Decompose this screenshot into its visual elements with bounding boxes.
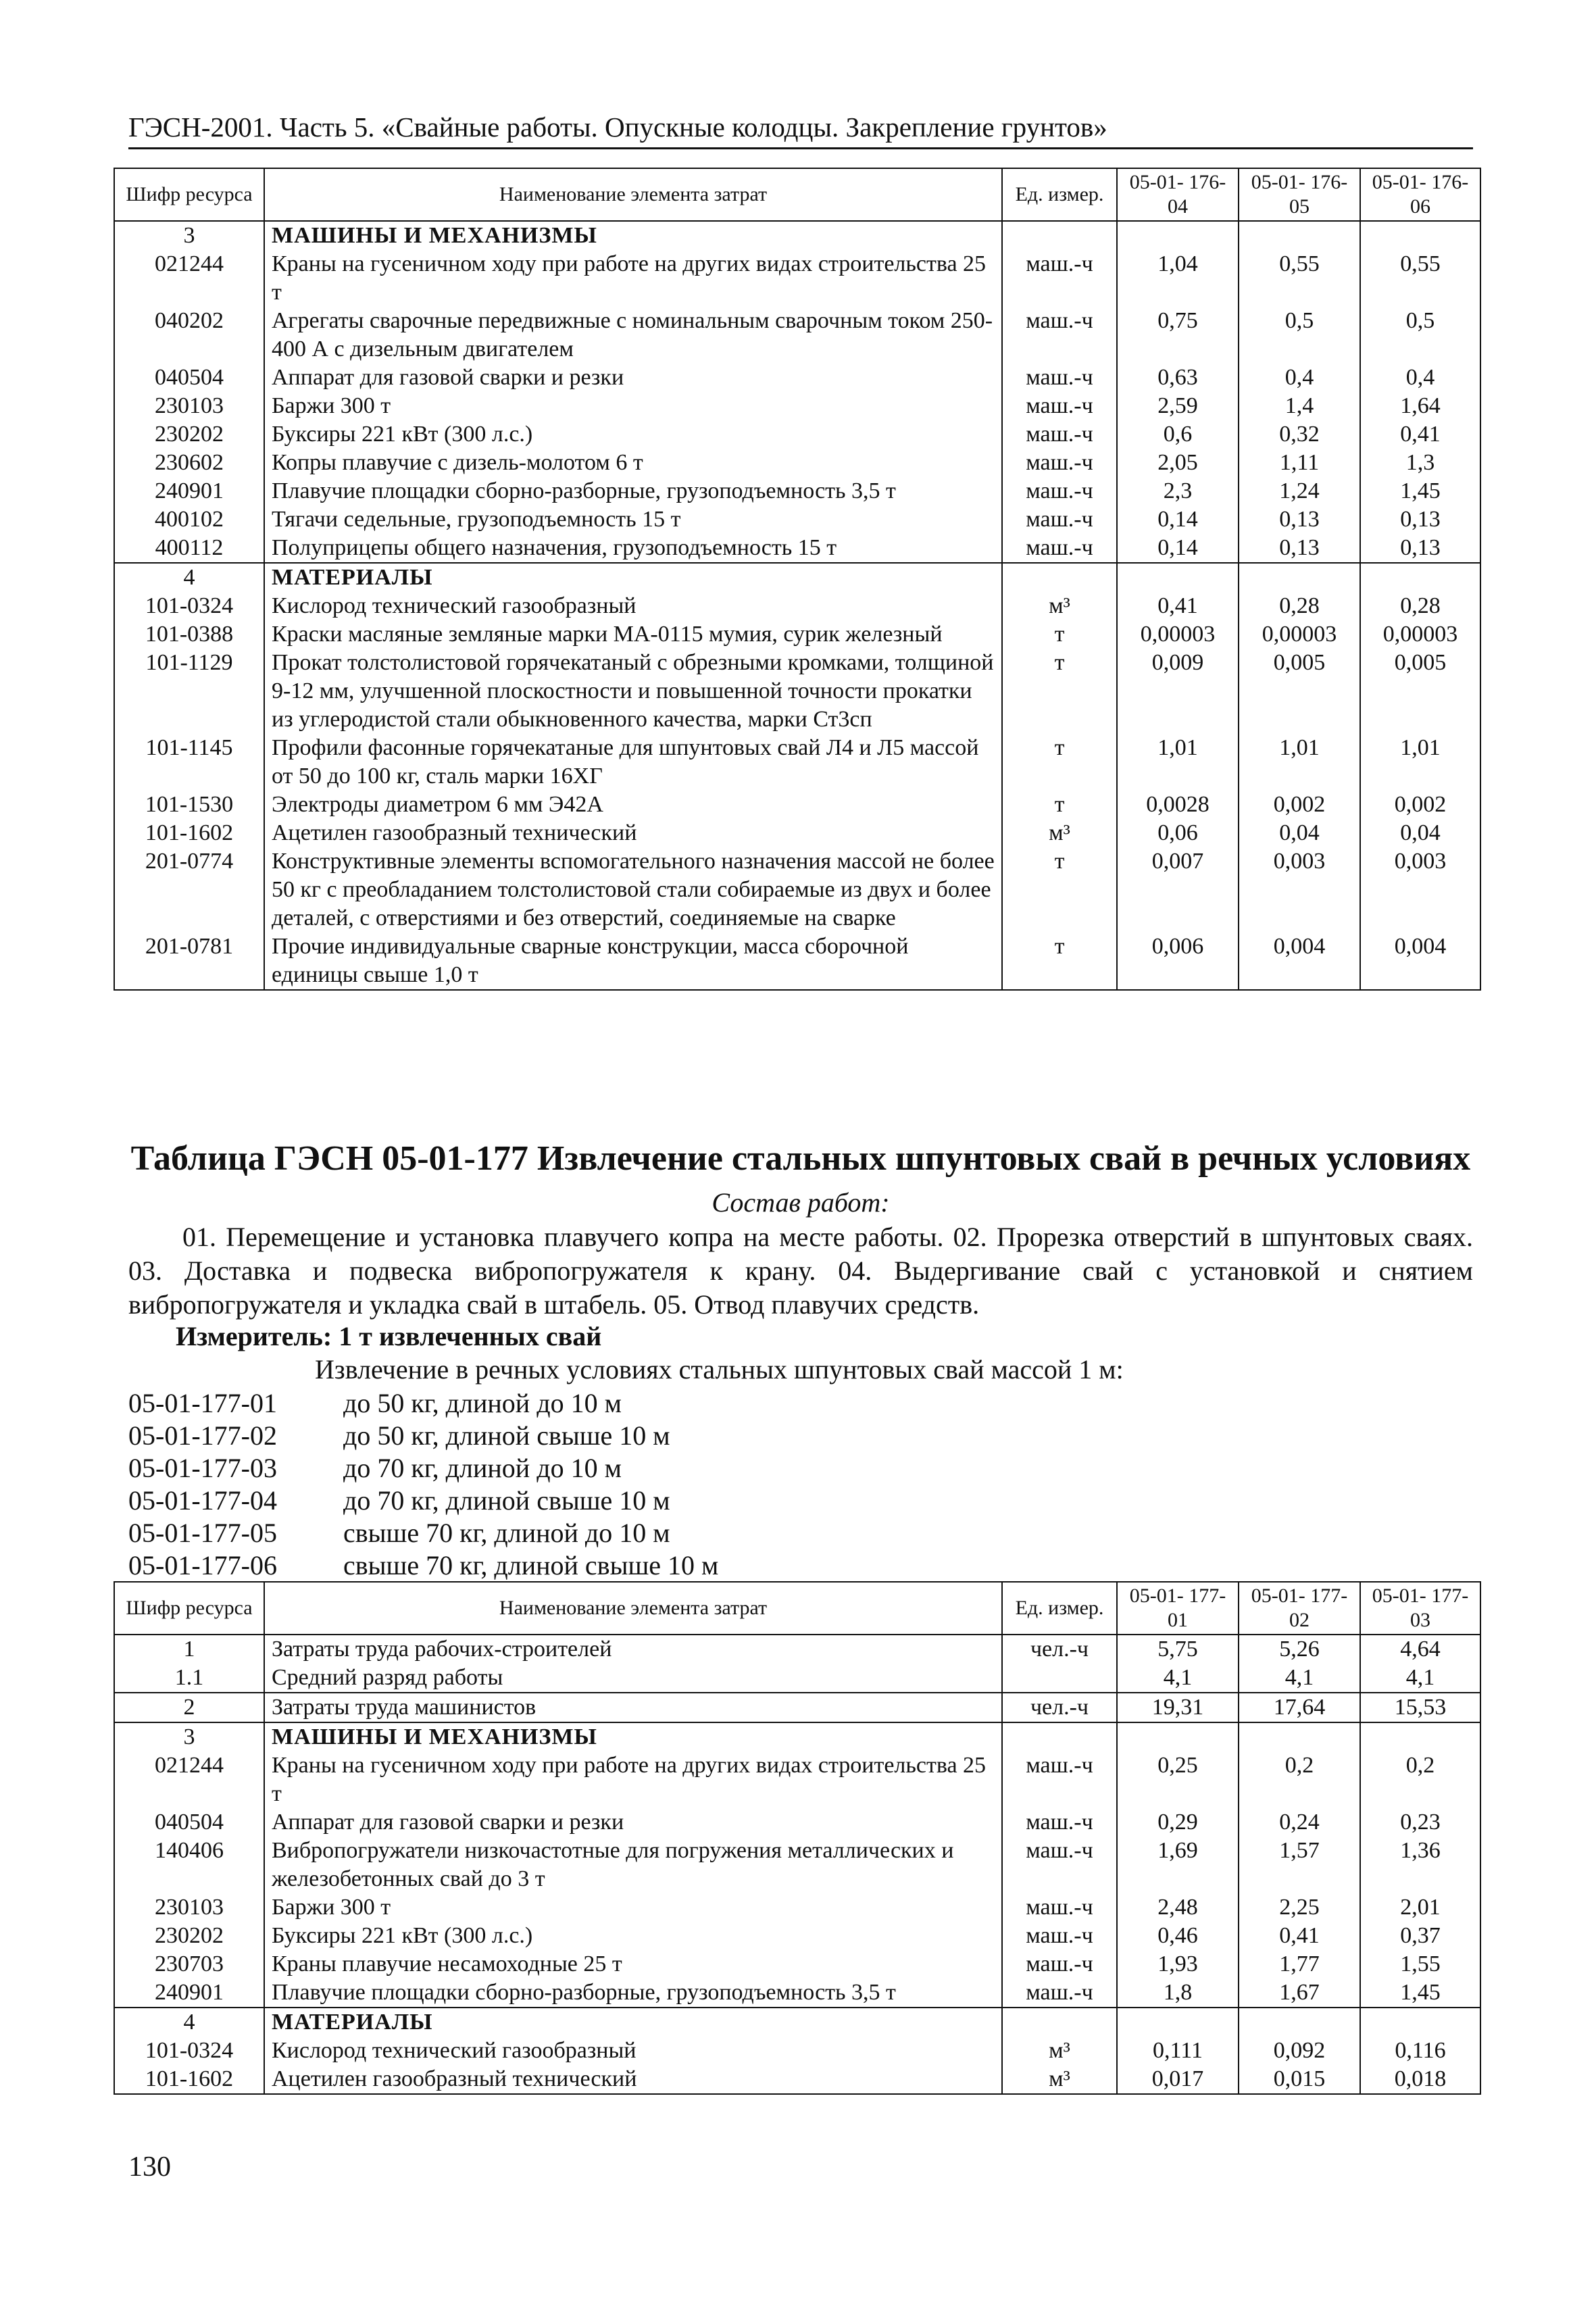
cell-value: 0,6: [1117, 420, 1239, 449]
table-row: [114, 1922, 1480, 1950]
header-col2: 05-01- 176-05: [1239, 168, 1360, 221]
cell-value: 0,2: [1360, 1751, 1480, 1808]
table-row: [114, 2037, 1480, 2065]
cell-code: 101-0388: [114, 620, 264, 649]
cell-code: 400112: [114, 534, 264, 563]
cell-value: 0,4: [1239, 364, 1360, 392]
cell-name: Средний разряд работы: [264, 1664, 1002, 1693]
cell-value: 0,5: [1239, 307, 1360, 364]
table-row: [114, 534, 1480, 563]
cell-value: 2,25: [1239, 1893, 1360, 1922]
table-row: [114, 649, 1480, 734]
cell-unit: маш.-ч: [1002, 505, 1117, 534]
header-code: Шифр ресурса: [114, 168, 264, 221]
cell-name: Электроды диаметром 6 мм Э42А: [264, 791, 1002, 819]
composition-title: Состав работ:: [712, 1187, 890, 1218]
table-row: [114, 221, 1480, 250]
variant-item: [128, 1387, 622, 1420]
cell-name: Затраты труда машинистов: [264, 1693, 1002, 1722]
cell-code: 021244: [114, 250, 264, 307]
cell-value: 0,2: [1239, 1751, 1360, 1808]
table-row: [114, 250, 1480, 307]
cell-value: 5,75: [1117, 1635, 1239, 1664]
cell-code: 230202: [114, 1922, 264, 1950]
cell-code: 3: [114, 221, 264, 250]
cell-value: 2,01: [1360, 1893, 1480, 1922]
cell-unit: маш.-ч: [1002, 1837, 1117, 1893]
cell-unit: м³: [1002, 592, 1117, 620]
cell-name: Прокат толстолистовой горячекатаный с обрезными кромками, толщиной 9-12 мм, улучшенной плоскостности и повышенной точности прокатки из углеродистой стали обыкновенного качества, марки Ст3сп: [264, 649, 1002, 734]
table-row: [114, 2008, 1480, 2037]
cell-code: 4: [114, 2008, 264, 2037]
cell-unit: т: [1002, 620, 1117, 649]
table-row: [114, 449, 1480, 477]
cell-code: 140406: [114, 1837, 264, 1893]
cell-unit: маш.-ч: [1002, 392, 1117, 420]
cell-unit: м³: [1002, 2037, 1117, 2065]
cell-value: 0,06: [1117, 819, 1239, 847]
cell-code: 4: [114, 563, 264, 592]
cell-value: 1,8: [1117, 1978, 1239, 2008]
header-col1: 05-01- 176-04: [1117, 168, 1239, 221]
cell-unit: маш.-ч: [1002, 364, 1117, 392]
header-code: Шифр ресурса: [114, 1582, 264, 1635]
cell-value: 0,003: [1360, 847, 1480, 932]
cell-name: Полуприцепы общего назначения, грузоподъемность 15 т: [264, 534, 1002, 563]
cell-value: 0,006: [1117, 932, 1239, 990]
cell-unit: [1002, 1722, 1117, 1751]
header-col1: 05-01- 177-01: [1117, 1582, 1239, 1635]
meter-label: Измеритель: 1 т извлеченных свай: [176, 1321, 602, 1351]
cell-unit: [1002, 1664, 1117, 1693]
cell-value: 0,13: [1360, 505, 1480, 534]
cell-value: 1,11: [1239, 449, 1360, 477]
cell-name: Тягачи седельные, грузоподъемность 15 т: [264, 505, 1002, 534]
cell-value: 1,67: [1239, 1978, 1360, 2008]
cell-unit: [1002, 221, 1117, 250]
cell-unit: т: [1002, 847, 1117, 932]
cell-code: 230202: [114, 420, 264, 449]
cell-value: 0,04: [1239, 819, 1360, 847]
cell-value: 4,1: [1360, 1664, 1480, 1693]
composition-text: 01. Перемещение и установка плавучего копра на месте работы. 02. Прорезка отверстий в шпунтовых сваях. 03. Доставка и подвеска вибропогружателя к крану. 04. Выдергивание свай с установкой и снятием вибропогружателя и укладка свай в штабель. 05. Отвод плавучих средств.: [128, 1222, 1473, 1320]
section-heading: МАТЕРИАЛЫ: [264, 2008, 1002, 2037]
cell-unit: м³: [1002, 2065, 1117, 2094]
cell-name: Копры плавучие с дизель-молотом 6 т: [264, 449, 1002, 477]
cell-unit: [1002, 563, 1117, 592]
cell-name: Буксиры 221 кВт (300 л.с.): [264, 420, 1002, 449]
cell-value: 5,26: [1239, 1635, 1360, 1664]
cell-name: Кислород технический газообразный: [264, 592, 1002, 620]
cell-unit: т: [1002, 932, 1117, 990]
cell-value: 1,04: [1117, 250, 1239, 307]
cell-value: 0,015: [1239, 2065, 1360, 2094]
cell-value: 1,4: [1239, 392, 1360, 420]
cell-value: [1360, 2008, 1480, 2037]
cell-value: 15,53: [1360, 1693, 1480, 1722]
variants-intro: Извлечение в речных условиях стальных шпунтовых свай массой 1 м:: [315, 1354, 1124, 1385]
cell-code: 040202: [114, 307, 264, 364]
cell-value: 0,55: [1360, 250, 1480, 307]
table-row: [114, 1837, 1480, 1893]
variant-text: свыше 70 кг, длиной до 10 м: [343, 1518, 670, 1548]
cell-value: [1117, 221, 1239, 250]
variant-item: [128, 1516, 670, 1550]
variant-code: 05-01-177-03: [128, 1453, 277, 1483]
variant-item: [128, 1419, 670, 1453]
cell-code: 240901: [114, 477, 264, 505]
header-name: Наименование элемента затрат: [264, 1582, 1002, 1635]
cell-value: 0,37: [1360, 1922, 1480, 1950]
table-row: [114, 477, 1480, 505]
cell-value: 0,29: [1117, 1808, 1239, 1837]
cell-code: 101-1602: [114, 819, 264, 847]
variant-code: 05-01-177-04: [128, 1485, 277, 1516]
table-row: [114, 791, 1480, 819]
cell-value: 0,55: [1239, 250, 1360, 307]
cell-unit: маш.-ч: [1002, 420, 1117, 449]
table-header-row: [114, 1582, 1480, 1635]
cell-unit: маш.-ч: [1002, 1893, 1117, 1922]
cell-code: 101-0324: [114, 2037, 264, 2065]
cell-value: 2,48: [1117, 1893, 1239, 1922]
cell-code: 021244: [114, 1751, 264, 1808]
cell-name: Конструктивные элементы вспомогательного назначения массой не более 50 кг с преобладанием толстолистовой стали собираемые из двух и более деталей, с отверстиями и без отверстий, соединяемые на сварке: [264, 847, 1002, 932]
cell-value: 0,24: [1239, 1808, 1360, 1837]
cell-value: 0,005: [1239, 649, 1360, 734]
cell-unit: маш.-ч: [1002, 1950, 1117, 1978]
cell-code: 3: [114, 1722, 264, 1751]
cell-name: Краны на гусеничном ходу при работе на других видах строительства 25 т: [264, 1751, 1002, 1808]
table-row: [114, 307, 1480, 364]
cell-value: 0,002: [1360, 791, 1480, 819]
table-row: [114, 1751, 1480, 1808]
cell-name: Прочие индивидуальные сварные конструкции, масса сборочной единицы свыше 1,0 т: [264, 932, 1002, 990]
cell-value: [1117, 1722, 1239, 1751]
cell-value: 0,007: [1117, 847, 1239, 932]
table-row: [114, 620, 1480, 649]
cell-value: 0,28: [1239, 592, 1360, 620]
cell-value: 0,017: [1117, 2065, 1239, 2094]
cell-value: 0,41: [1117, 592, 1239, 620]
cell-value: 0,14: [1117, 505, 1239, 534]
cell-value: 1,77: [1239, 1950, 1360, 1978]
table-row: [114, 819, 1480, 847]
cell-name: Затраты труда рабочих-строителей: [264, 1635, 1002, 1664]
cell-unit: т: [1002, 734, 1117, 791]
cell-value: [1360, 221, 1480, 250]
cell-value: [1117, 563, 1239, 592]
cell-value: 1,01: [1360, 734, 1480, 791]
cell-value: 0,111: [1117, 2037, 1239, 2065]
cell-value: [1117, 2008, 1239, 2037]
cell-value: [1239, 563, 1360, 592]
cell-value: 0,003: [1239, 847, 1360, 932]
cell-name: Вибропогружатели низкочастотные для погружения металлических и железобетонных свай до 3 т: [264, 1837, 1002, 1893]
header-col3: 05-01- 176-06: [1360, 168, 1480, 221]
cell-unit: маш.-ч: [1002, 477, 1117, 505]
cell-value: [1239, 221, 1360, 250]
cell-code: 040504: [114, 364, 264, 392]
table-row: [114, 1950, 1480, 1978]
cell-value: 1,01: [1239, 734, 1360, 791]
cell-value: 17,64: [1239, 1693, 1360, 1722]
cell-name: Буксиры 221 кВт (300 л.с.): [264, 1922, 1002, 1950]
variant-text: до 50 кг, длиной до 10 м: [343, 1388, 622, 1418]
cell-value: 1,45: [1360, 1978, 1480, 2008]
table-row: [114, 847, 1480, 932]
table-row: [114, 932, 1480, 990]
cost-table-176: [114, 168, 1481, 991]
running-header: ГЭСН-2001. Часть 5. «Свайные работы. Опускные колодцы. Закрепление грунтов»: [128, 108, 1473, 149]
variant-code: 05-01-177-05: [128, 1518, 277, 1548]
cell-value: 0,32: [1239, 420, 1360, 449]
variant-text: до 70 кг, длиной до 10 м: [343, 1453, 622, 1483]
cell-name: Кислород технический газообразный: [264, 2037, 1002, 2065]
cell-value: 2,59: [1117, 392, 1239, 420]
cell-value: 1,55: [1360, 1950, 1480, 1978]
table-row: [114, 505, 1480, 534]
variant-item: [128, 1549, 718, 1583]
cell-code: 101-1129: [114, 649, 264, 734]
table-row: [114, 420, 1480, 449]
cell-code: 230602: [114, 449, 264, 477]
cell-value: 0,75: [1117, 307, 1239, 364]
cell-value: 0,13: [1239, 534, 1360, 563]
section-heading: МАШИНЫ И МЕХАНИЗМЫ: [264, 221, 1002, 250]
cell-name: Плавучие площадки сборно-разборные, грузоподъемность 3,5 т: [264, 1978, 1002, 2008]
cell-code: 101-1530: [114, 791, 264, 819]
cell-unit: маш.-ч: [1002, 307, 1117, 364]
cell-code: 040504: [114, 1808, 264, 1837]
cell-code: 101-1602: [114, 2065, 264, 2094]
cell-value: [1360, 1722, 1480, 1751]
cell-value: 0,04: [1360, 819, 1480, 847]
table-header-row: [114, 168, 1480, 221]
cell-name: Ацетилен газообразный технический: [264, 819, 1002, 847]
table-row: [114, 364, 1480, 392]
cell-name: Баржи 300 т: [264, 1893, 1002, 1922]
cell-value: 4,64: [1360, 1635, 1480, 1664]
cell-value: 1,01: [1117, 734, 1239, 791]
cell-value: 0,009: [1117, 649, 1239, 734]
table-title: Таблица ГЭСН 05-01-177 Извлечение стальных шпунтовых свай в речных условиях: [130, 1139, 1471, 1178]
cell-value: 1,69: [1117, 1837, 1239, 1893]
cell-name: Аппарат для газовой сварки и резки: [264, 1808, 1002, 1837]
cell-value: 1,3: [1360, 449, 1480, 477]
cell-value: 0,00003: [1239, 620, 1360, 649]
cell-unit: маш.-ч: [1002, 1922, 1117, 1950]
cell-value: 0,116: [1360, 2037, 1480, 2065]
cell-unit: чел.-ч: [1002, 1693, 1117, 1722]
section-heading: МАШИНЫ И МЕХАНИЗМЫ: [264, 1722, 1002, 1751]
variant-code: 05-01-177-02: [128, 1420, 277, 1451]
cell-unit: м³: [1002, 819, 1117, 847]
cell-code: 2: [114, 1693, 264, 1722]
cell-unit: маш.-ч: [1002, 250, 1117, 307]
table-row: [114, 1722, 1480, 1751]
cell-value: 1,24: [1239, 477, 1360, 505]
cell-name: Краны плавучие несамоходные 25 т: [264, 1950, 1002, 1978]
cell-value: 0,46: [1117, 1922, 1239, 1950]
cell-value: 0,23: [1360, 1808, 1480, 1837]
cell-name: Краны на гусеничном ходу при работе на других видах строительства 25 т: [264, 250, 1002, 307]
cell-value: 1,64: [1360, 392, 1480, 420]
table-row: [114, 563, 1480, 592]
cell-value: 0,5: [1360, 307, 1480, 364]
cell-code: 101-1145: [114, 734, 264, 791]
cell-name: Агрегаты сварочные передвижные с номинальным сварочным током 250-400 А с дизельным двигателем: [264, 307, 1002, 364]
cell-unit: маш.-ч: [1002, 1808, 1117, 1837]
header-col3: 05-01- 177-03: [1360, 1582, 1480, 1635]
cell-unit: т: [1002, 649, 1117, 734]
cell-name: Баржи 300 т: [264, 392, 1002, 420]
variant-text: до 50 кг, длиной свыше 10 м: [343, 1420, 670, 1451]
table-row: [114, 2065, 1480, 2094]
cell-value: 19,31: [1117, 1693, 1239, 1722]
cell-value: 0,00003: [1117, 620, 1239, 649]
cell-value: 1,45: [1360, 477, 1480, 505]
cell-value: 0,63: [1117, 364, 1239, 392]
header-col2: 05-01- 177-02: [1239, 1582, 1360, 1635]
cell-unit: т: [1002, 791, 1117, 819]
header-unit: Ед. измер.: [1002, 1582, 1117, 1635]
cell-code: 230103: [114, 1893, 264, 1922]
table-row: [114, 734, 1480, 791]
cell-name: Плавучие площадки сборно-разборные, грузоподъемность 3,5 т: [264, 477, 1002, 505]
cell-unit: чел.-ч: [1002, 1635, 1117, 1664]
cell-code: 201-0774: [114, 847, 264, 932]
cell-value: 2,3: [1117, 477, 1239, 505]
cell-value: 2,05: [1117, 449, 1239, 477]
header-unit: Ед. измер.: [1002, 168, 1117, 221]
cell-value: 0,004: [1239, 932, 1360, 990]
variant-code: 05-01-177-06: [128, 1550, 277, 1580]
cost-table-177: [114, 1581, 1481, 2095]
cell-unit: маш.-ч: [1002, 449, 1117, 477]
cell-value: 4,1: [1239, 1664, 1360, 1693]
cell-value: [1239, 2008, 1360, 2037]
variant-text: до 70 кг, длиной свыше 10 м: [343, 1485, 670, 1516]
table-row: [114, 1693, 1480, 1722]
header-name: Наименование элемента затрат: [264, 168, 1002, 221]
cell-value: [1239, 1722, 1360, 1751]
cell-code: 1: [114, 1635, 264, 1664]
variant-code: 05-01-177-01: [128, 1388, 277, 1418]
cell-unit: маш.-ч: [1002, 1751, 1117, 1808]
cell-code: 400102: [114, 505, 264, 534]
cell-code: 1.1: [114, 1664, 264, 1693]
cell-value: 0,41: [1360, 420, 1480, 449]
cell-value: 0,28: [1360, 592, 1480, 620]
cell-unit: маш.-ч: [1002, 1978, 1117, 2008]
table-row: [114, 1808, 1480, 1837]
cell-name: Профили фасонные горячекатаные для шпунтовых свай Л4 и Л5 массой от 50 до 100 кг, сталь марки 16ХГ: [264, 734, 1002, 791]
cell-value: 0,005: [1360, 649, 1480, 734]
variant-item: [128, 1484, 670, 1518]
cell-value: 0,41: [1239, 1922, 1360, 1950]
table-row: [114, 392, 1480, 420]
variant-text: свыше 70 кг, длиной свыше 10 м: [343, 1550, 719, 1580]
cell-unit: маш.-ч: [1002, 534, 1117, 563]
cell-unit: [1002, 2008, 1117, 2037]
table-row: [114, 592, 1480, 620]
variant-item: [128, 1451, 622, 1485]
page-number: 130: [128, 2151, 171, 2183]
table-row: [114, 1664, 1480, 1693]
cell-code: 230703: [114, 1950, 264, 1978]
cell-value: 1,57: [1239, 1837, 1360, 1893]
cell-value: 0,13: [1239, 505, 1360, 534]
cell-name: Краски масляные земляные марки МА-0115 мумия, сурик железный: [264, 620, 1002, 649]
cell-name: Аппарат для газовой сварки и резки: [264, 364, 1002, 392]
cell-name: Ацетилен газообразный технический: [264, 2065, 1002, 2094]
cell-value: [1360, 563, 1480, 592]
cell-code: 101-0324: [114, 592, 264, 620]
table-row: [114, 1978, 1480, 2008]
cell-value: 0,25: [1117, 1751, 1239, 1808]
cell-value: 1,93: [1117, 1950, 1239, 1978]
cell-value: 1,36: [1360, 1837, 1480, 1893]
cell-value: 0,002: [1239, 791, 1360, 819]
table-row: [114, 1635, 1480, 1664]
cell-value: 0,092: [1239, 2037, 1360, 2065]
cell-code: 201-0781: [114, 932, 264, 990]
table-row: [114, 1893, 1480, 1922]
cell-value: 0,0028: [1117, 791, 1239, 819]
cell-value: 0,13: [1360, 534, 1480, 563]
cell-value: 0,4: [1360, 364, 1480, 392]
cell-value: 0,14: [1117, 534, 1239, 563]
cell-value: 4,1: [1117, 1664, 1239, 1693]
cell-value: 0,00003: [1360, 620, 1480, 649]
section-heading: МАТЕРИАЛЫ: [264, 563, 1002, 592]
cell-code: 230103: [114, 392, 264, 420]
cell-value: 0,018: [1360, 2065, 1480, 2094]
cell-code: 240901: [114, 1978, 264, 2008]
cell-value: 0,004: [1360, 932, 1480, 990]
